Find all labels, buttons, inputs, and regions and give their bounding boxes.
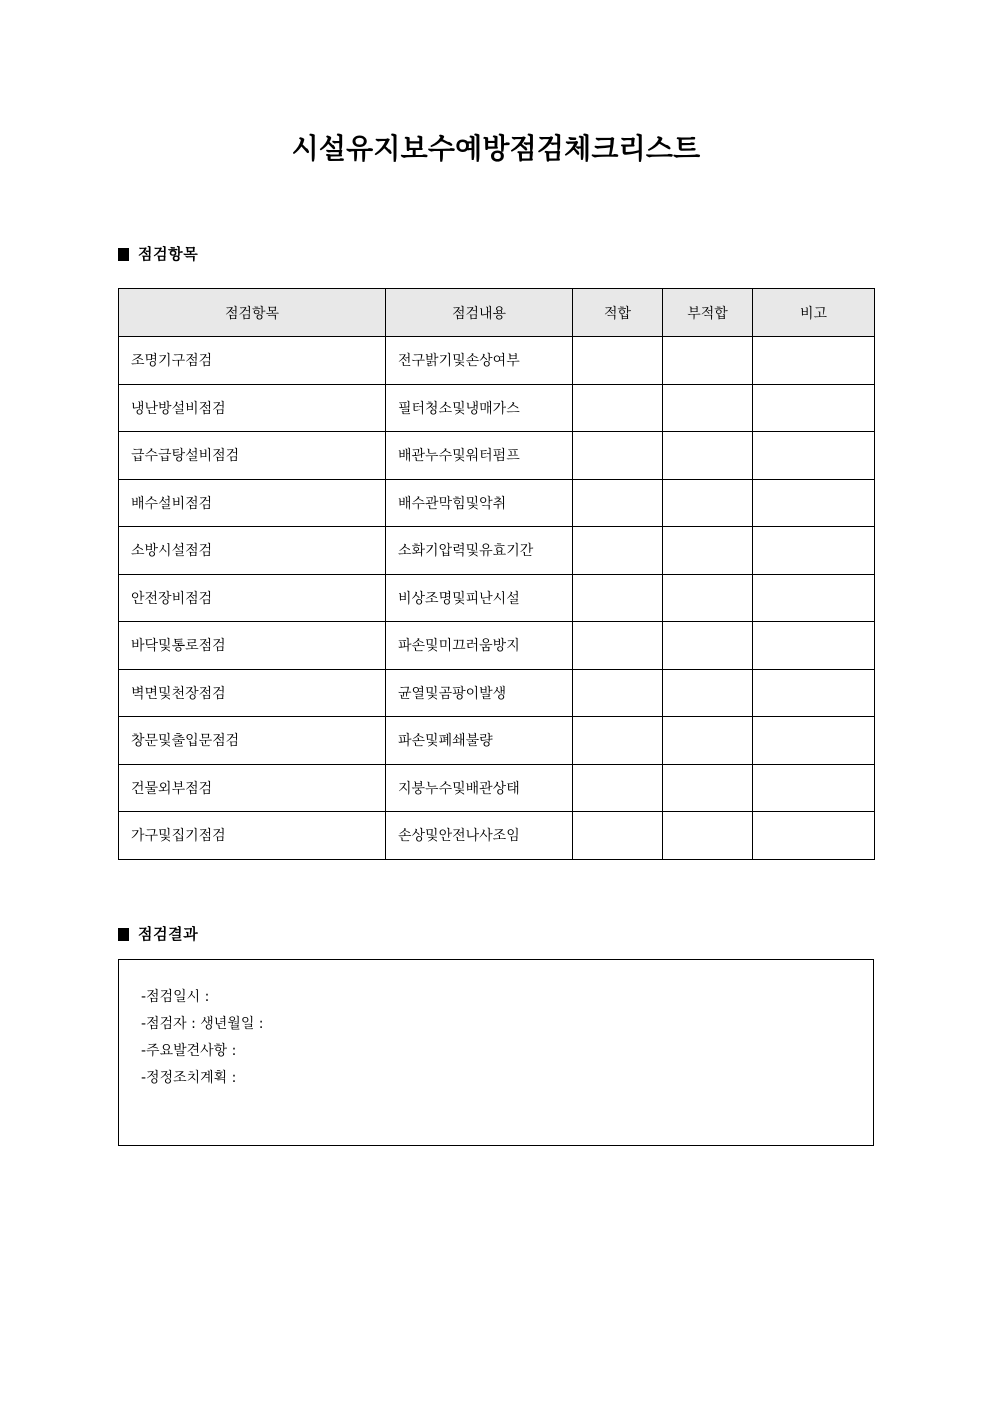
cell-fail[interactable]: [663, 337, 753, 385]
cell-note[interactable]: [753, 479, 875, 527]
cell-pass[interactable]: [573, 717, 663, 765]
cell-note[interactable]: [753, 812, 875, 860]
section-header-label: 점검결과: [138, 925, 199, 943]
column-header-item: 점검항목: [119, 289, 386, 337]
cell-pass[interactable]: [573, 812, 663, 860]
cell-note[interactable]: [753, 384, 875, 432]
table-row: [119, 622, 875, 670]
cell-fail[interactable]: [663, 432, 753, 480]
result-line: -주요발견사항 :: [141, 1043, 237, 1059]
table-row: [119, 764, 875, 812]
cell-desc: 전구밝기및손상여부: [386, 337, 573, 385]
cell-pass[interactable]: [573, 527, 663, 575]
cell-item: 바닥및통로점검: [119, 622, 386, 670]
section-header-inspection-items: [118, 247, 198, 262]
cell-desc: 비상조명및피난시설: [386, 574, 573, 622]
cell-pass[interactable]: [573, 669, 663, 717]
cell-note[interactable]: [753, 717, 875, 765]
cell-desc: 소화기압력및유효기간: [386, 527, 573, 575]
table-row: [119, 717, 875, 765]
cell-fail[interactable]: [663, 812, 753, 860]
cell-fail[interactable]: [663, 669, 753, 717]
table-body: [119, 337, 875, 860]
column-header-fail: 부적합: [663, 289, 753, 337]
cell-fail[interactable]: [663, 622, 753, 670]
table-row: [119, 669, 875, 717]
table-header-row: [119, 289, 875, 337]
table-row: [119, 812, 875, 860]
cell-fail[interactable]: [663, 764, 753, 812]
cell-desc: 균열및곰팡이발생: [386, 669, 573, 717]
cell-item: 벽면및천장점검: [119, 669, 386, 717]
table-header: [119, 289, 875, 337]
cell-item: 가구및집기점검: [119, 812, 386, 860]
cell-item: 안전장비점검: [119, 574, 386, 622]
cell-fail[interactable]: [663, 479, 753, 527]
column-header-pass: 적합: [573, 289, 663, 337]
cell-item: 소방시설점검: [119, 527, 386, 575]
cell-note[interactable]: [753, 432, 875, 480]
cell-pass[interactable]: [573, 432, 663, 480]
cell-pass[interactable]: [573, 384, 663, 432]
cell-pass[interactable]: [573, 764, 663, 812]
result-line: -정정조치계획 :: [141, 1070, 237, 1086]
cell-note[interactable]: [753, 764, 875, 812]
cell-pass[interactable]: [573, 574, 663, 622]
cell-note[interactable]: [753, 574, 875, 622]
inspection-checklist-table: [118, 288, 875, 860]
cell-note[interactable]: [753, 669, 875, 717]
cell-fail[interactable]: [663, 574, 753, 622]
cell-desc: 필터청소및냉매가스: [386, 384, 573, 432]
result-line: -점검일시 :: [141, 989, 210, 1005]
cell-desc: 파손및미끄러움방지: [386, 622, 573, 670]
inspection-result-box[interactable]: [118, 959, 874, 1146]
cell-note[interactable]: [753, 622, 875, 670]
cell-desc: 손상및안전나사조임: [386, 812, 573, 860]
cell-item: 창문및출입문점검: [119, 717, 386, 765]
cell-note[interactable]: [753, 527, 875, 575]
section-header-label: 점검항목: [138, 245, 199, 263]
table-row: [119, 479, 875, 527]
cell-fail[interactable]: [663, 384, 753, 432]
cell-item: 배수설비점검: [119, 479, 386, 527]
cell-fail[interactable]: [663, 527, 753, 575]
page-title: 시설유지보수예방점검체크리스트: [291, 132, 701, 165]
table-row: [119, 527, 875, 575]
cell-pass[interactable]: [573, 337, 663, 385]
cell-desc: 파손및폐쇄불량: [386, 717, 573, 765]
cell-pass[interactable]: [573, 622, 663, 670]
cell-note[interactable]: [753, 337, 875, 385]
cell-item: 급수급탕설비점검: [119, 432, 386, 480]
cell-pass[interactable]: [573, 479, 663, 527]
filled-square-bullet-icon: [118, 928, 129, 941]
table-row: [119, 384, 875, 432]
table-row: [119, 337, 875, 385]
column-header-note: 비고: [753, 289, 875, 337]
cell-item: 건물외부점검: [119, 764, 386, 812]
column-header-desc: 점검내용: [386, 289, 573, 337]
result-line: -점검자 : 생년월일 :: [141, 1016, 264, 1032]
table-row: [119, 432, 875, 480]
cell-item: 조명기구점검: [119, 337, 386, 385]
filled-square-bullet-icon: [118, 248, 129, 261]
section-header-inspection-result: [118, 927, 198, 942]
cell-desc: 배수관막힘및악취: [386, 479, 573, 527]
cell-desc: 지붕누수및배관상태: [386, 764, 573, 812]
cell-fail[interactable]: [663, 717, 753, 765]
cell-item: 냉난방설비점검: [119, 384, 386, 432]
table-row: [119, 574, 875, 622]
cell-desc: 배관누수및워터펌프: [386, 432, 573, 480]
